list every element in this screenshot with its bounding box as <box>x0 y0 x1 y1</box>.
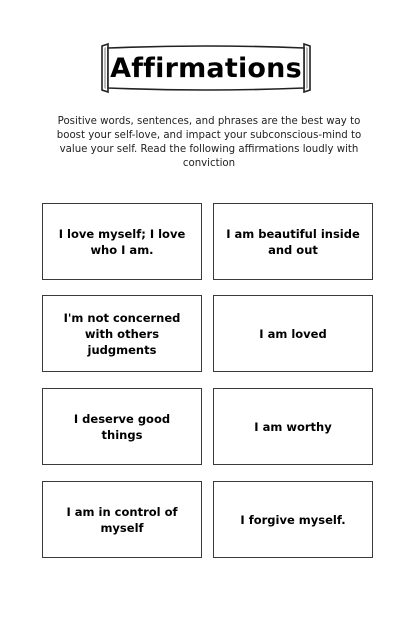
affirmation-card: I forgive myself. <box>213 481 373 558</box>
affirmation-card: I'm not concerned with others judgments <box>42 295 202 372</box>
affirmation-card: I am worthy <box>213 388 373 465</box>
affirmation-card: I am in control of myself <box>42 481 202 558</box>
affirmation-card: I deserve good things <box>42 388 202 465</box>
affirmation-card: I am beautiful inside and out <box>213 203 373 280</box>
page-title: Affirmations <box>110 52 302 84</box>
intro-paragraph: Positive words, sentences, and phrases are the best way to boost your self-love, and impact your subconscious-mind to value your self. Read the following affirmations loudly with conviction <box>56 116 362 169</box>
affirmation-card: I am loved <box>213 295 373 372</box>
affirmation-card: I love myself; I love who I am. <box>42 203 202 280</box>
title-banner <box>98 42 314 94</box>
